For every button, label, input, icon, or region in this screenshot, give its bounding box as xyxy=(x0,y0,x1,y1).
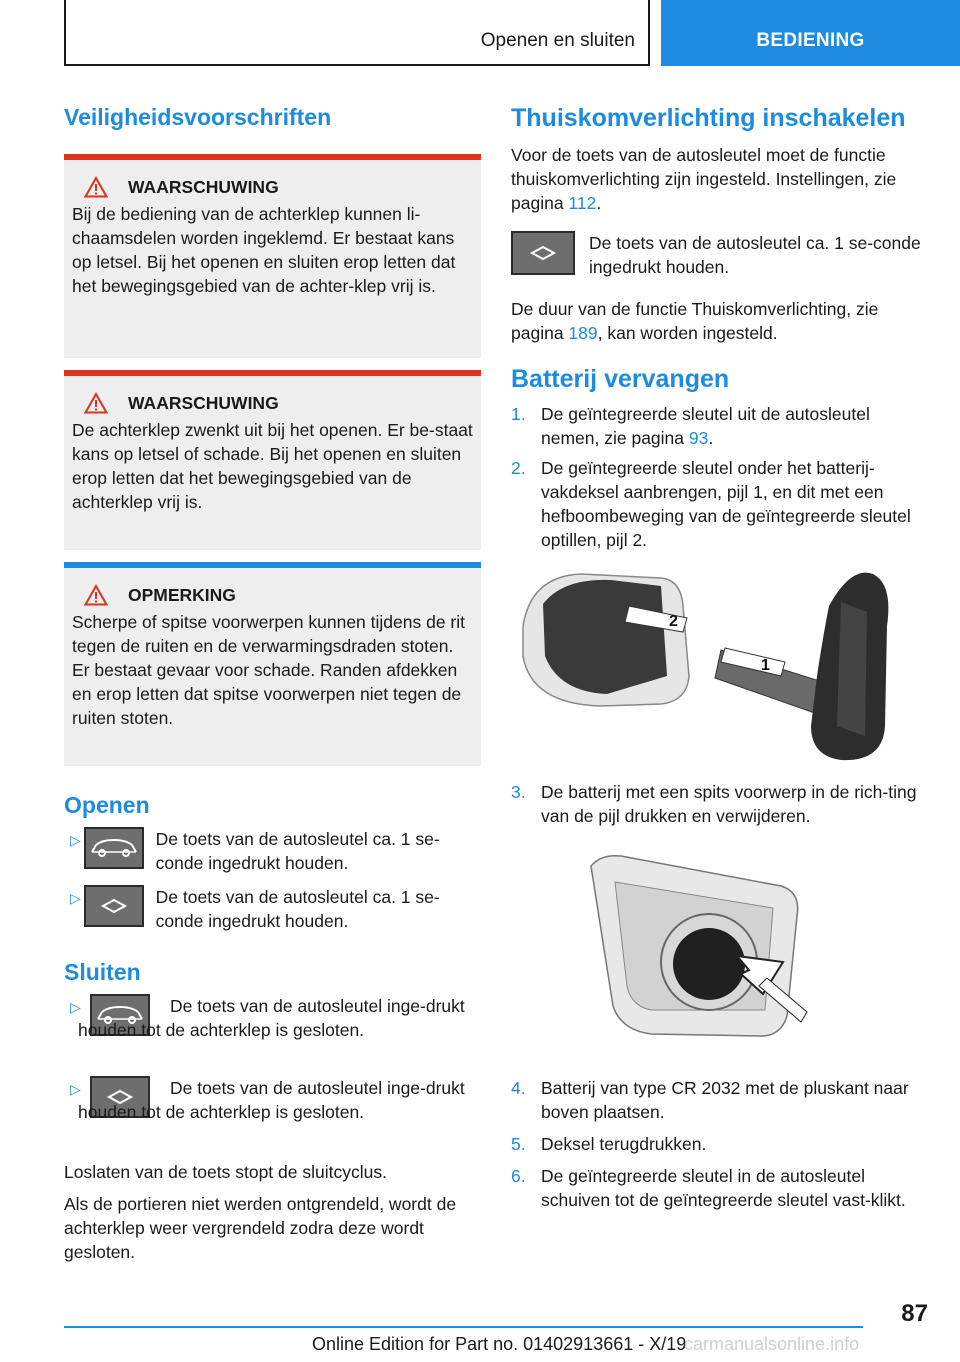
battery-steps-2 xyxy=(511,780,929,828)
step-number: 5. xyxy=(511,1134,526,1154)
homelight-intro-end: . xyxy=(596,193,602,213)
step-number: 1. xyxy=(511,404,526,424)
step-text-b: . xyxy=(708,428,714,448)
bullet-triangle-icon: ▷ xyxy=(70,832,81,848)
open-item-2 xyxy=(64,885,481,933)
step-text: De geïntegreerde sleutel onder het batterij-vakdeksel aanbrengen, pijl 1, en dit met een hefboombeweging van de geïntegreerde sleutel optillen, pijl 2. xyxy=(541,458,911,550)
warning-head-2 xyxy=(84,392,473,414)
battery-step xyxy=(511,780,929,828)
page-link-189[interactable]: 189 xyxy=(568,323,598,343)
page-link-112[interactable]: 112 xyxy=(568,193,597,213)
figure-arrow-label-1: 1 xyxy=(761,657,770,674)
step-text: De batterij met een spits voorwerp in de rich-ting van de pijl drukken en verwijderen. xyxy=(541,782,917,826)
car-tailgate-key-icon xyxy=(84,827,144,869)
footer-rule xyxy=(64,1326,863,1328)
battery-title: Batterij vervangen xyxy=(511,365,730,393)
footer-watermark: carmanualsonline.info xyxy=(684,1334,860,1354)
step-text: Batterij van type CR 2032 met de pluskant naar boven plaatsen. xyxy=(541,1078,909,1122)
header-chapter-tab[interactable] xyxy=(661,0,960,66)
homelight-duration xyxy=(511,297,929,345)
battery-steps xyxy=(511,402,929,552)
battery-step xyxy=(511,1132,929,1156)
battery-steps-3 xyxy=(511,1076,929,1212)
key-lever-illustration xyxy=(511,566,929,774)
homelight-intro xyxy=(511,143,929,215)
battery-step xyxy=(511,456,929,552)
figure-arrow-label-2: 2 xyxy=(669,613,678,630)
header-section-title: Openen en sluiten xyxy=(480,30,635,51)
battery-step xyxy=(511,402,929,450)
relock-paragraph: Als de portieren niet werden ontgrendeld, wordt de achterklep weer vergrendeld zodra deze wordt gesloten. xyxy=(64,1194,457,1262)
warning-box-1 xyxy=(64,154,481,358)
note-text: Scherpe of spitse voorwerpen kunnen tijdens de rit tegen de ruiten en de verwarmingsdraden stoten. Er bestaat gevaar voor schade. Randen afdekken en erop letten dat spitse voorwerpen niet tegen de ruiten stoten. xyxy=(72,612,466,728)
warning-kind-2: WAARSCHUWING xyxy=(128,392,279,413)
battery-compartment-illustration xyxy=(511,846,929,1066)
battery-step xyxy=(511,1076,929,1124)
page-number: 87 xyxy=(901,1300,928,1327)
warning-triangle-icon xyxy=(84,392,108,414)
step-text xyxy=(541,402,929,450)
warning-triangle-icon xyxy=(84,176,108,198)
figure-battery-compartment xyxy=(511,846,929,1066)
step-number: 6. xyxy=(511,1166,526,1186)
homelight-key-item xyxy=(511,231,929,279)
note-head xyxy=(84,584,473,606)
page-link-93[interactable]: 93 xyxy=(688,428,709,448)
safety-title: Veiligheidsvoorschriften xyxy=(64,104,332,130)
step-text: De geïntegreerde sleutel in de autosleutel schuiven tot de geïntegreerde sleutel vast-klikt. xyxy=(541,1166,906,1210)
header-chapter-label: BEDIENING xyxy=(756,30,865,51)
warning-triangle-icon xyxy=(84,584,108,606)
open-item-1 xyxy=(64,827,481,875)
bullet-triangle-icon: ▷ xyxy=(70,999,81,1015)
battery-step xyxy=(511,1164,929,1212)
warning-head-1 xyxy=(84,176,473,198)
homelight-key-text: De toets van de autosleutel ca. 1 se-conde ingedrukt houden. xyxy=(589,233,921,277)
close-title: Sluiten xyxy=(64,959,141,985)
warning-box-2 xyxy=(64,370,481,550)
step-number: 3. xyxy=(511,782,526,802)
step-number: 2. xyxy=(511,458,526,478)
step-text: Deksel terugdrukken. xyxy=(541,1134,707,1154)
close-item-1-text: De toets van de autosleutel inge-drukt houden tot de achterklep is gesloten. xyxy=(78,996,465,1040)
warning-kind-1: WAARSCHUWING xyxy=(128,176,279,197)
close-item-1 xyxy=(64,994,481,1066)
close-item-2-text: De toets van de autosleutel inge-drukt houden tot de achterklep is gesloten. xyxy=(78,1078,465,1122)
left-column xyxy=(64,96,481,1264)
open-item-2-text: De toets van de autosleutel ca. 1 se-conde ingedrukt houden. xyxy=(155,887,440,931)
open-title: Openen xyxy=(64,792,150,818)
diamond-key-icon xyxy=(84,885,144,927)
note-kind: OPMERKING xyxy=(128,584,236,605)
step-number: 4. xyxy=(511,1078,526,1098)
homelight-duration-text: De duur van de functie Thuiskomverlichting, zie pagina xyxy=(511,299,879,343)
note-box xyxy=(64,562,481,766)
warning-text-2: De achterklep zwenkt uit bij het openen. Er be-staat kans op letsel of schade. Bij het openen en sluiten erop letten dat het bewegingsgebied van de achterklep vrij is. xyxy=(72,420,473,512)
warning-text-1: Bij de bediening van de achterklep kunnen li-chaamsdelen worden ingeklemd. Er bestaat kans op letsel. Bij het openen en sluiten erop letten dat het bewegingsgebied van de achter-klep vrij is. xyxy=(72,204,456,296)
step-text-a: De geïntegreerde sleutel uit de autosleutel nemen, zie pagina xyxy=(541,404,870,448)
diamond-key-icon xyxy=(511,231,575,275)
footer-edition: Online Edition for Part no. 01402913661 - X/19 xyxy=(312,1334,687,1354)
homelight-intro-text: Voor de toets van de autosleutel moet de functie thuiskomverlichting zijn ingesteld. Instellingen, zie pagina xyxy=(511,145,897,213)
release-paragraph: Loslaten van de toets stopt de sluitcyclus. xyxy=(64,1162,387,1182)
open-item-1-text: De toets van de autosleutel ca. 1 se-conde ingedrukt houden. xyxy=(155,829,440,873)
homelight-duration-end: , kan worden ingesteld. xyxy=(597,323,778,343)
bullet-triangle-icon: ▷ xyxy=(70,1081,81,1097)
homelight-title: Thuiskomverlichting inschakelen xyxy=(511,104,906,132)
figure-key-removal xyxy=(511,566,929,774)
right-column xyxy=(511,96,929,1212)
bullet-triangle-icon: ▷ xyxy=(70,890,81,906)
close-item-2 xyxy=(64,1076,481,1148)
